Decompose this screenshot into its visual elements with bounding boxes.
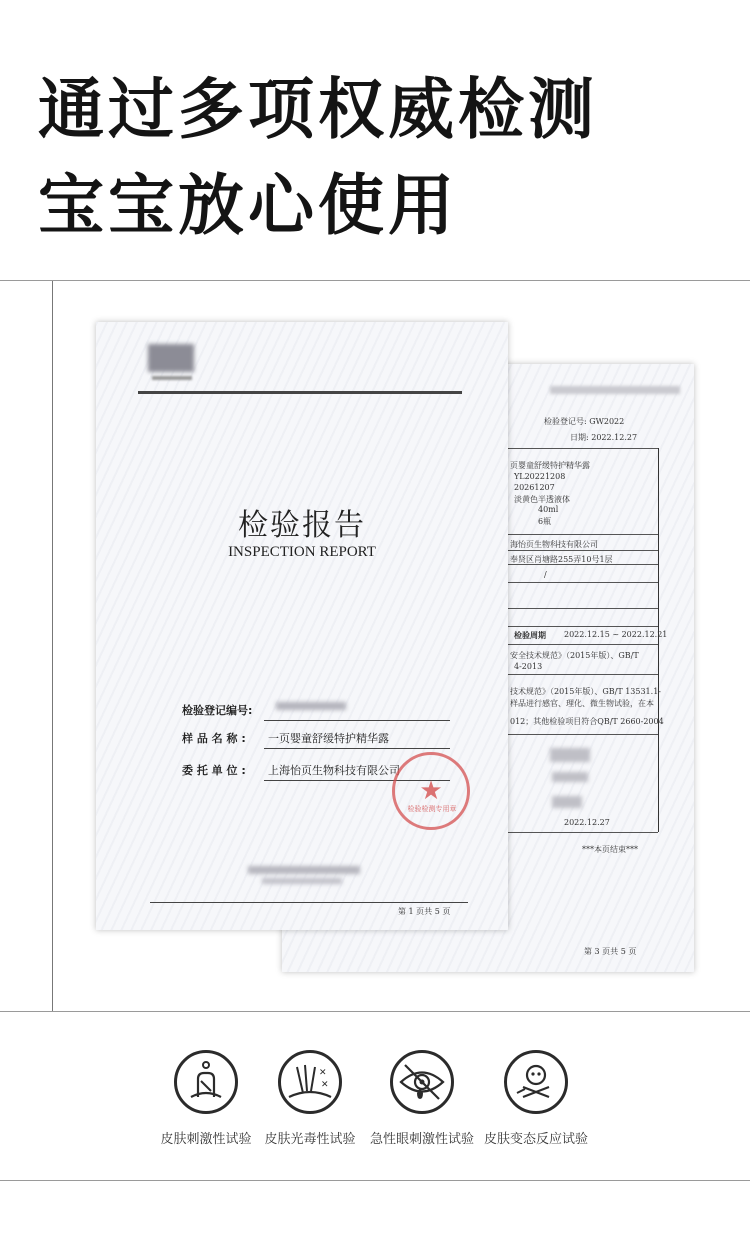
eye-irritation-icon [390, 1050, 454, 1114]
svg-text:✕: ✕ [319, 1068, 327, 1078]
client-label: 委 托 单 位 : [182, 764, 246, 777]
divider-top [0, 280, 750, 281]
divider-mid [0, 1011, 750, 1012]
report-page-front [96, 322, 508, 930]
headline [38, 62, 598, 254]
back-std-4: 样品进行感官、理化、微生物试验，在本 [510, 699, 654, 708]
test-phototoxicity [250, 1050, 370, 1147]
back-std-5: 012；其他检验项目符合QB/T 2660-2004 [510, 717, 664, 726]
report-title-en: INSPECTION REPORT [228, 544, 376, 560]
stamp-text: 检验检测专用章 [407, 805, 457, 813]
skin-irritation-icon [174, 1050, 238, 1114]
back-row-6: 海怡页生物科技有限公司 [510, 540, 598, 549]
back-std-2: 4-2013 [514, 662, 543, 671]
sample-name-value: 一页婴童舒缓特护精华露 [268, 732, 389, 745]
back-row-5: 6瓶 [538, 517, 552, 526]
reg-number-label: 检验登记编号: [182, 704, 253, 717]
back-period-label: 检验周期 [514, 630, 546, 640]
client-value: 上海怡页生物科技有限公司 [268, 764, 400, 777]
test-skin-irritation [146, 1050, 266, 1147]
phototoxicity-icon [278, 1050, 342, 1114]
divider-left [52, 281, 53, 1011]
test-label: 皮肤光毒性试验 [264, 1132, 356, 1147]
back-std-3: 技术规范》（2015年版）、GB/T 13531.1- [510, 687, 661, 696]
back-reg-label: 检验登记号: [544, 417, 587, 426]
blurred-header [550, 386, 680, 394]
back-sign-date: 2022.12.27 [564, 818, 610, 827]
headline-line2: 宝宝放心使用 [38, 167, 458, 244]
skin-allergy-icon [504, 1050, 568, 1114]
back-row-1: YL20221208 [514, 472, 566, 481]
inspection-logo [148, 344, 194, 372]
red-seal-stamp: ★ [392, 752, 470, 830]
front-page-number: 第 1 页共 5 页 [398, 907, 451, 916]
back-row-0: 页婴童舒缓特护精华露 [510, 461, 590, 470]
back-date-label: 日期: [570, 433, 589, 442]
test-label: 急性眼刺激性试验 [369, 1132, 474, 1147]
back-end-text: ***本页结束*** [582, 845, 638, 854]
blurred-footer [248, 866, 360, 874]
back-row-7: 奉贤区肖塘路255弄10号1层 [510, 555, 613, 564]
back-row-2: 20261207 [514, 483, 555, 492]
sample-name-label: 样 品 名 称 : [182, 732, 246, 745]
test-label: 皮肤刺激性试验 [160, 1132, 252, 1147]
test-skin-allergy [476, 1050, 596, 1147]
back-row-8: / [544, 570, 547, 579]
blurred-signature [552, 796, 582, 808]
test-label: 皮肤变态反应试验 [483, 1132, 588, 1147]
back-row-3: 淡黄色半透液体 [514, 495, 570, 504]
blurred-signature [550, 748, 590, 762]
blurred-reg-number [276, 702, 346, 710]
test-eye-irritation [362, 1050, 482, 1147]
svg-text:✕: ✕ [321, 1080, 329, 1090]
headline-line1: 通过多项权威检测 [38, 71, 598, 148]
back-page-number: 第 3 页共 5 页 [584, 947, 637, 956]
back-period-value: 2022.12.15 ~ 2022.12.21 [564, 630, 668, 639]
report-title-cn: 检验报告 [238, 508, 366, 543]
back-reg-value: GW2022 [589, 417, 625, 426]
back-std-1: 安全技术规范》（2015年版）、GB/T [510, 651, 639, 660]
divider-bottom [0, 1180, 750, 1181]
back-date-value: 2022.12.27 [591, 433, 638, 442]
back-row-4: 40ml [538, 505, 559, 514]
blurred-signature [552, 772, 588, 782]
